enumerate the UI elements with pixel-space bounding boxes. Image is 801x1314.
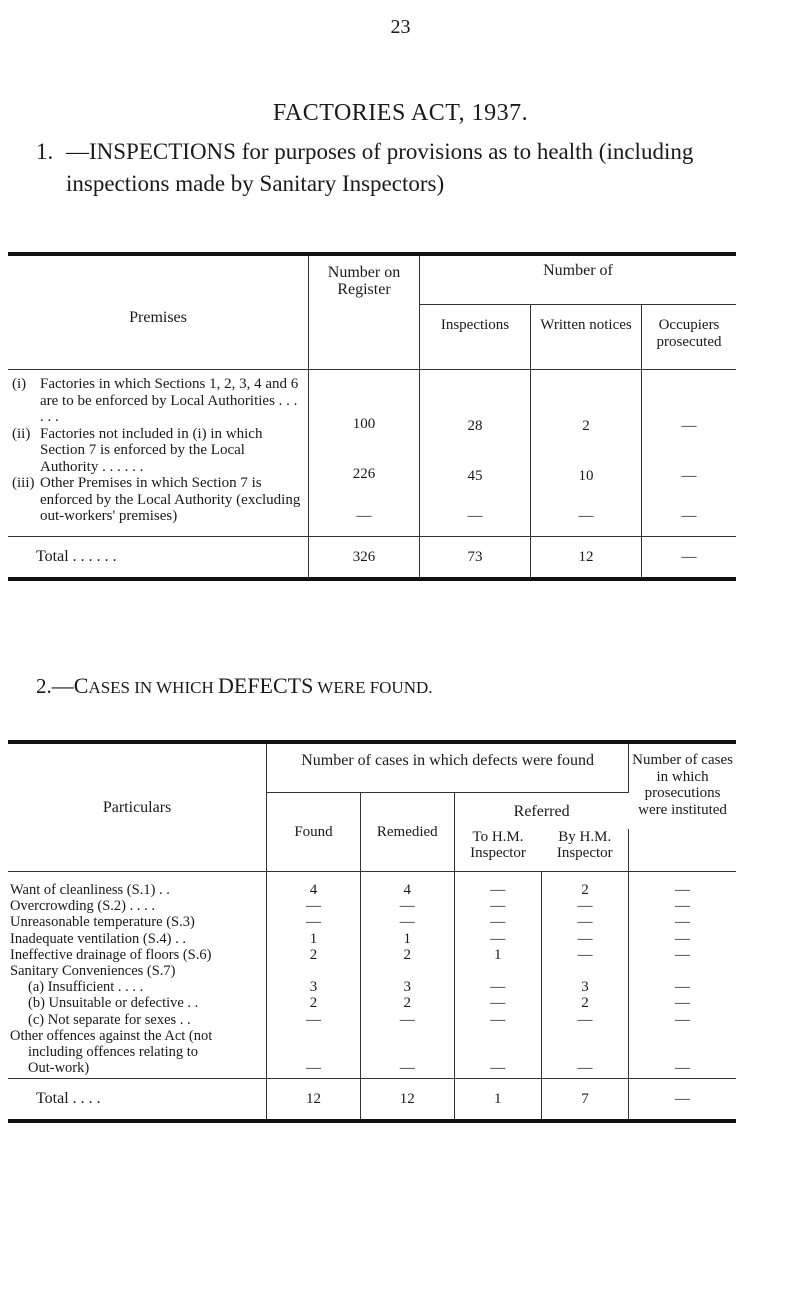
occupiers-prosecuted-value: — — [681, 468, 697, 484]
defect-value-pros: — — [675, 882, 691, 898]
remedied-header: Remedied — [360, 793, 454, 872]
defect-value-pros: — — [675, 946, 691, 963]
defect-value-remedied: 1 — [403, 930, 412, 947]
defect-value-to-hm: — — [490, 930, 506, 947]
section-2-heading-defects: DEFECTS — [218, 673, 314, 698]
defect-value-to-hm: — — [490, 882, 506, 898]
defect-value-found: — — [306, 898, 321, 915]
premises-item-number: (i) — [12, 376, 27, 392]
section-2-heading-prefix: —C — [51, 673, 89, 698]
defect-value-remedied: — — [399, 1011, 415, 1028]
total-row — [8, 537, 736, 580]
defect-value-found: — — [306, 1011, 321, 1028]
defect-value-to-hm: — — [490, 1011, 506, 1028]
defect-value-pros: — — [675, 1011, 691, 1028]
premises-item — [12, 475, 302, 525]
found-header: Found — [267, 793, 361, 872]
total-found: 12 — [267, 1079, 361, 1122]
defect-value-found: 4 — [309, 882, 318, 898]
defect-value-found: — — [306, 914, 321, 931]
defect-value-remedied: — — [399, 898, 415, 915]
premises-item-text: Factories not included in (i) in which Section 7 is enforced by the Local Authority . . . . . . — [40, 425, 263, 475]
defect-value-pros: — — [675, 914, 691, 931]
particular-item: Inadequate ventilation (S.4) . . — [10, 930, 186, 947]
remedied-values — [360, 872, 454, 1079]
defect-value-by-hm: — — [577, 1060, 593, 1077]
defect-value-by-hm: 3 — [581, 979, 589, 996]
defect-value-by-hm: 2 — [581, 995, 589, 1012]
particular-item: Want of cleanliness (S.1) . . — [10, 882, 170, 898]
inspections-header: Inspections — [420, 305, 531, 370]
register-value: 100 — [352, 416, 376, 432]
particular-item: Unreasonable temperature (S.3) — [10, 914, 195, 931]
particular-item: Out-work) — [28, 1060, 90, 1077]
defect-value-found: 2 — [309, 946, 318, 963]
total-inspections: 73 — [420, 537, 531, 580]
inspections-value: 28 — [467, 418, 483, 434]
defect-value-remedied: — — [399, 1060, 415, 1077]
section-1-heading-line1: —INSPECTIONS for purposes of provisions as to health (including — [66, 139, 694, 164]
written-notices-header: Written notices — [531, 305, 642, 370]
prosecutions-values — [629, 872, 736, 1079]
occupiers-prosecuted-value: — — [681, 418, 697, 434]
particular-item: (c) Not separate for sexes . . — [28, 1011, 191, 1028]
register-value: 226 — [352, 466, 376, 482]
by-hm-values — [541, 872, 628, 1079]
defect-value-to-hm: — — [490, 898, 506, 915]
particular-item: including offences relating to — [28, 1044, 199, 1061]
page-number: 23 — [390, 16, 411, 38]
defect-value-by-hm: — — [577, 1011, 593, 1028]
by-hm-inspector-header: By H.M. Inspector — [541, 829, 628, 872]
particular-item: Overcrowding (S.2) . . . . — [10, 898, 155, 915]
premises-list — [8, 370, 309, 537]
defect-value-pros: — — [675, 898, 691, 915]
particulars-list — [8, 872, 267, 1079]
defects-total-row — [8, 1079, 736, 1122]
defect-value-remedied: 2 — [403, 946, 412, 963]
section-2-heading-small2: WERE FOUND. — [313, 678, 433, 697]
to-hm-inspector-header: To H.M. Inspector — [454, 829, 541, 872]
defect-value-by-hm: 2 — [581, 882, 589, 898]
defect-value-remedied: 4 — [403, 882, 412, 898]
section-1-heading — [36, 136, 776, 200]
occupiers-prosecuted-header: Occupiers prosecuted — [642, 305, 737, 370]
to-hm-values — [454, 872, 541, 1079]
premises-item-number: (iii) — [12, 475, 35, 491]
prosecutions-header: Number of cases in which prosecutions were instituted — [629, 742, 736, 872]
total-remedied: 12 — [360, 1079, 454, 1122]
register-values — [309, 370, 420, 537]
total-register: 326 — [309, 537, 420, 580]
particular-item: (b) Unsuitable or defective . . — [28, 995, 199, 1012]
defects-group-header: Number of cases in which defects were found — [267, 742, 629, 793]
defect-value-remedied: 3 — [403, 979, 412, 996]
premises-item — [12, 376, 302, 426]
number-of-header: Number of — [420, 254, 737, 305]
premises-header: Premises — [8, 254, 309, 370]
total-written-notices: 12 — [531, 537, 642, 580]
act-title: FACTORIES ACT, 1937. — [272, 100, 529, 126]
particulars-header: Particulars — [8, 742, 267, 872]
defect-value-pros: — — [675, 1060, 691, 1077]
section-2-number: 2. — [36, 674, 52, 698]
found-values — [267, 872, 361, 1079]
occupiers-prosecuted-values — [642, 370, 737, 537]
defect-value-by-hm: — — [577, 914, 593, 931]
defects-total-label: Total . . . . — [8, 1079, 267, 1122]
defect-value-pros: — — [675, 995, 691, 1012]
total-occupiers-prosecuted: — — [681, 548, 697, 565]
premises-item-number: (ii) — [12, 425, 31, 442]
premises-item-text: Factories in which Sections 1, 2, 3, 4 and 6 are to be enforced by Local Authorities . . . . . . — [40, 376, 299, 425]
written-notices-value: — — [578, 508, 594, 524]
particular-item: (a) Insufficient . . . . — [28, 979, 144, 996]
defect-value-by-hm: — — [577, 930, 593, 947]
register-value: — — [356, 508, 372, 524]
premises-item — [12, 426, 302, 476]
defect-value-to-hm: — — [490, 979, 506, 996]
defect-value-by-hm: — — [577, 946, 593, 963]
total-label: Total . . . . . . — [8, 537, 309, 580]
defect-value-remedied: — — [399, 914, 415, 931]
defect-value-remedied: 2 — [403, 995, 412, 1012]
inspections-table — [8, 252, 736, 581]
defect-value-found: 1 — [309, 930, 318, 947]
inspections-value: — — [467, 508, 483, 524]
inspections-value: 45 — [467, 468, 483, 484]
defect-value-found: 3 — [309, 979, 318, 996]
defect-value-to-hm: — — [490, 1060, 506, 1077]
written-notices-value: 10 — [578, 468, 594, 484]
defect-value-by-hm: — — [577, 898, 593, 915]
section-2-heading — [36, 670, 776, 704]
defect-value-to-hm: — — [490, 914, 506, 931]
particular-item: Ineffective drainage of floors (S.6) — [10, 946, 212, 963]
total-prosecutions: — — [675, 1090, 691, 1107]
written-notices-value: 2 — [582, 418, 590, 434]
particular-item: Sanitary Conveniences (S.7) — [10, 963, 176, 980]
total-by-hm: 7 — [541, 1079, 628, 1122]
defect-value-pros: — — [675, 930, 691, 947]
section-2-heading-small: ASES IN WHICH — [88, 678, 218, 697]
defect-value-found: 2 — [309, 995, 318, 1012]
defect-value-to-hm: — — [490, 995, 506, 1012]
premises-item-text: Other Premises in which Section 7 is enforced by the Local Authority (excluding out-workers' premises) — [40, 475, 301, 524]
defects-table — [8, 740, 736, 1123]
section-1-heading-line2: inspections made by Sanitary Inspectors) — [66, 171, 445, 196]
particular-item: Other offences against the Act (not — [10, 1027, 213, 1044]
referred-header: Referred — [513, 803, 570, 820]
inspections-values — [420, 370, 531, 537]
defect-value-to-hm: 1 — [494, 946, 502, 963]
defect-value-found: — — [306, 1060, 321, 1077]
register-header: Number on Register — [309, 254, 420, 370]
total-to-hm: 1 — [454, 1079, 541, 1122]
defect-value-pros: — — [675, 979, 691, 996]
written-notices-values — [531, 370, 642, 537]
section-1-number: 1. — [36, 139, 54, 164]
occupiers-prosecuted-value: — — [681, 508, 697, 524]
